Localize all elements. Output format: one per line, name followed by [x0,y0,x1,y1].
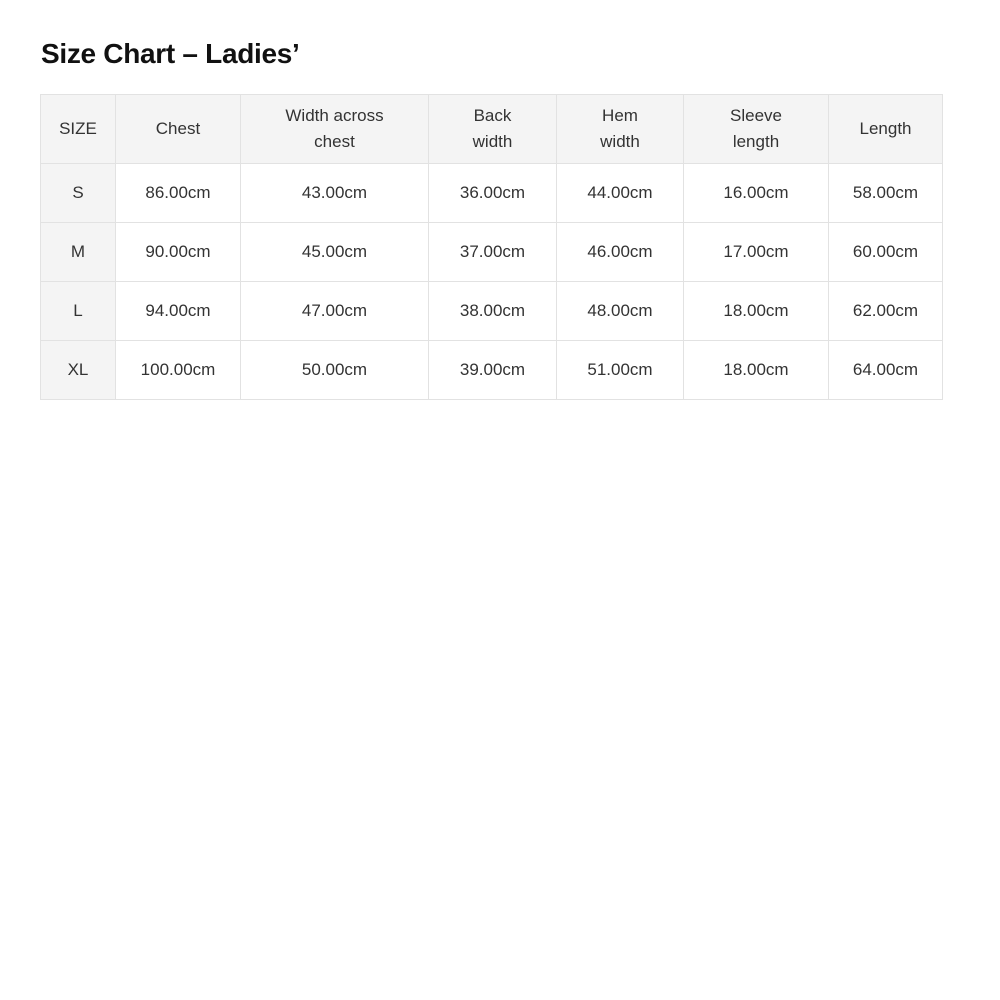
table-cell: 51.00cm [557,341,684,400]
table-cell: 43.00cm [241,164,429,223]
table-cell: 37.00cm [429,223,557,282]
table-cell: 39.00cm [429,341,557,400]
table-row [41,282,943,341]
header-hem-width [557,95,684,164]
table-cell: 86.00cm [116,164,241,223]
table-cell: 100.00cm [116,341,241,400]
size-chart-table [40,94,943,400]
header-label: Chest [155,119,201,138]
table-cell: 38.00cm [429,282,557,341]
table-cell: 58.00cm [829,164,943,223]
page-title: Size Chart – Ladies’ [41,38,300,69]
header-chest [116,95,241,164]
table-cell: 47.00cm [241,282,429,341]
table-cell: 17.00cm [684,223,829,282]
header-row [41,95,943,164]
table-body [41,164,943,400]
header-label: SIZE [59,119,97,138]
size-cell: L [41,282,116,341]
table-cell: 36.00cm [429,164,557,223]
header-back-width [429,95,557,164]
table-cell: 60.00cm [829,223,943,282]
table-cell: 16.00cm [684,164,829,223]
table-cell: 94.00cm [116,282,241,341]
size-cell: M [41,223,116,282]
header-sleeve-length [684,95,829,164]
table-cell: 64.00cm [829,341,943,400]
table-row [41,223,943,282]
table-cell: 18.00cm [684,282,829,341]
table-cell: 45.00cm [241,223,429,282]
table-cell: 44.00cm [557,164,684,223]
header-size [41,95,116,164]
table-cell: 46.00cm [557,223,684,282]
header-label: Width across chest [285,106,384,151]
header-width-across-chest [241,95,429,164]
table-cell: 48.00cm [557,282,684,341]
header-label: Sleeve length [730,106,782,151]
header-label: Hem width [600,106,640,151]
header-label: Back width [472,106,513,151]
table-cell: 62.00cm [829,282,943,341]
header-length [829,95,943,164]
table-cell: 18.00cm [684,341,829,400]
size-cell: S [41,164,116,223]
table-row [41,164,943,223]
header-label: Length [859,119,912,138]
table-cell: 90.00cm [116,223,241,282]
table-cell: 50.00cm [241,341,429,400]
table-row [41,341,943,400]
table-header [41,95,943,164]
size-cell: XL [41,341,116,400]
